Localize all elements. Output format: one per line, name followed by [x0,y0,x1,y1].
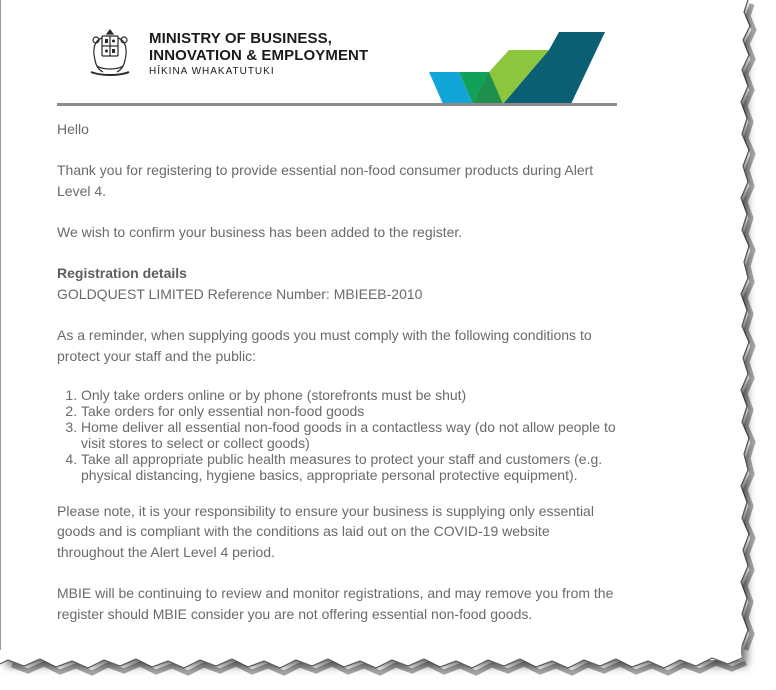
conditions-list [57,387,619,483]
org-name-line2: INNOVATION & EMPLOYMENT [149,47,369,64]
org-maori-name: HĪKINA WHAKATUTUKI [149,66,275,77]
nz-coat-of-arms-icon [83,26,137,78]
paragraph-confirmation: We wish to confirm your business has been added to the register. [57,223,463,240]
mbie-header [57,22,617,108]
registration-details-reference: GOLDQUEST LIMITED Reference Number: MBIEEB-2010 [57,285,423,302]
email-body [57,119,619,645]
condition-item: 3. Home deliver all essential non-food goods in a contactless way (do not allow people to visit stores to select or collect goods) [81,419,619,451]
condition-item: 1. Only take orders online or by phone (storefronts must be shut) [81,387,619,403]
paragraph-monitoring: MBIE will be continuing to review and monitor registrations, and may remove you from the register should MBIE consider you are not offering essential non-food goods. [57,585,614,622]
paragraph-reminder: As a reminder, when supplying goods you must comply with the following conditions to protect your staff and the public: [57,326,592,364]
org-name-line1: MINISTRY OF BUSINESS, [149,30,332,47]
paragraph-registration-thanks: Thank you for registering to provide essential non-food consumer products during Alert Level 4. [57,162,594,199]
registration-details [57,263,619,304]
torn-edge-bottom [0,650,776,690]
registration-details-heading: Registration details [57,265,187,282]
org-name [149,30,368,64]
paragraph-responsibility: Please note, it is your responsibility to ensure your business is supplying only essential goods and is compliant with the conditions as laid out on the COVID-19 website throughout the Alert Level 4 period. [57,502,594,560]
condition-item: 2. Take orders for only essential non-food goods [81,403,619,419]
condition-item: 4. Take all appropriate public health measures to protect your staff and customers (e.g. physical distancing, hygiene basics, appropriate personal protective equipment). [81,451,619,483]
brand-shapes-logo [429,32,605,104]
header-divider [57,103,617,106]
greeting: Hello [57,121,89,137]
torn-edge-right [730,0,776,690]
